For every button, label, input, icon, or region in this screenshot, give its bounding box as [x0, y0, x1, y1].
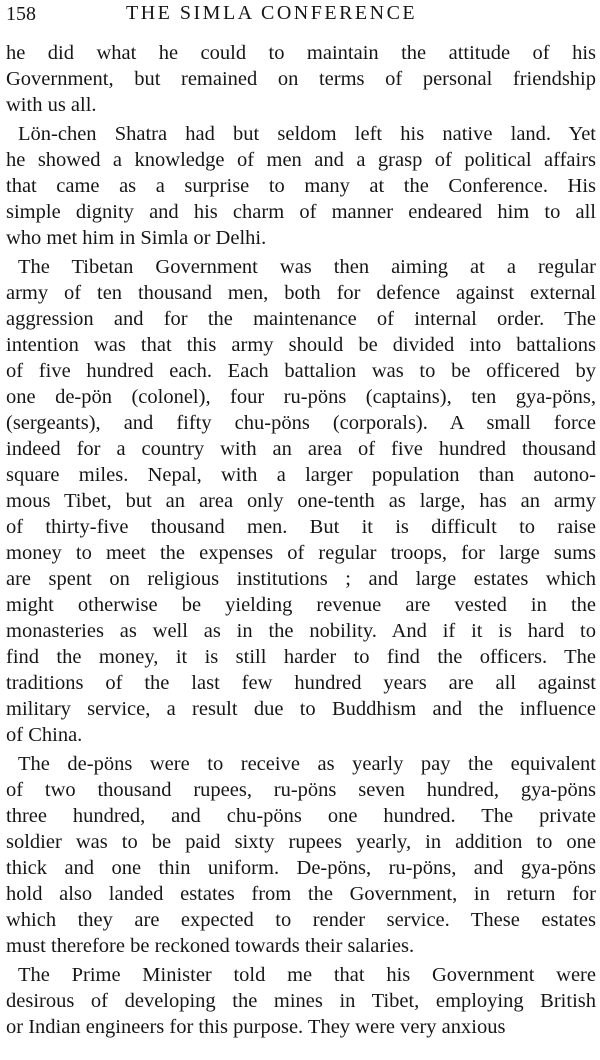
- text-line: are spent on religious institutions ; and large estates which: [6, 568, 596, 590]
- text-line: which they are expected to render service. These estates: [6, 909, 596, 931]
- text-line: soldier was to be paid sixty rupees yearly, in addition to one: [6, 831, 596, 853]
- text-line: aggression and for the maintenance of internal order. The: [6, 308, 596, 330]
- paragraph: [6, 751, 596, 959]
- text-line: Government, but remained on terms of personal friendship: [6, 68, 596, 90]
- text-line: might otherwise be yielding revenue are vested in the: [6, 594, 596, 616]
- text-line: of thirty-five thousand men. But it is difficult to raise: [6, 516, 596, 538]
- text-line: money to meet the expenses of regular troops, for large sums: [6, 542, 596, 564]
- text-line: he did what he could to maintain the attitude of his: [6, 42, 596, 64]
- text-line: of five hundred each. Each battalion was to be officered by: [6, 360, 596, 382]
- text-line: The Tibetan Government was then aiming at a regular: [18, 256, 596, 278]
- paragraph: [6, 40, 596, 118]
- text-line: army of ten thousand men, both for defence against external: [6, 282, 596, 304]
- text-line: he showed a knowledge of men and a grasp of political affairs: [6, 149, 596, 171]
- text-line: square miles. Nepal, with a larger population than autono-: [6, 464, 596, 486]
- page-number: 158: [6, 3, 36, 25]
- text-line: find the money, it is still harder to find the officers. The: [6, 646, 596, 668]
- text-line: (sergeants), and fifty chu-pöns (corporals). A small force: [6, 412, 596, 434]
- text-line: three hundred, and chu-pöns one hundred. The private: [6, 805, 596, 827]
- text-line: simple dignity and his charm of manner endeared him to all: [6, 201, 596, 223]
- text-line: The de-pöns were to receive as yearly pay the equivalent: [18, 753, 596, 775]
- text-line: of China.: [6, 724, 83, 746]
- paragraph: [6, 254, 596, 748]
- text-line: military service, a result due to Buddhism and the influence: [6, 698, 596, 720]
- text-line: hold also landed estates from the Government, in return for: [6, 883, 596, 905]
- text-line: that came as a surprise to many at the Conference. His: [6, 175, 596, 197]
- page-header: [6, 0, 596, 30]
- text-line: traditions of the last few hundred years are all against: [6, 672, 596, 694]
- text-line: who met him in Simla or Delhi.: [6, 227, 267, 249]
- text-line: or Indian engineers for this purpose. They were very anxious: [6, 1016, 506, 1038]
- text-line: intention was that this army should be divided into battalions: [6, 334, 596, 356]
- text-line: The Prime Minister told me that his Government were: [18, 964, 596, 986]
- text-line: one de-pön (colonel), four ru-pöns (captains), ten gya-pöns,: [6, 386, 596, 408]
- text-line: Lön-chen Shatra had but seldom left his native land. Yet: [18, 123, 596, 145]
- running-head: THE SIMLA CONFERENCE: [126, 2, 418, 24]
- paragraph: [6, 121, 596, 251]
- body-text: [6, 40, 596, 1040]
- text-line: must therefore be reckoned towards their salaries.: [6, 935, 415, 957]
- text-line: of two thousand rupees, ru-pöns seven hundred, gya-pöns: [6, 779, 596, 801]
- paragraph: [6, 962, 596, 1040]
- text-line: indeed for a country with an area of five hundred thousand: [6, 438, 596, 460]
- text-line: with us all.: [6, 94, 97, 116]
- text-line: monasteries as well as in the nobility. And if it is hard to: [6, 620, 596, 642]
- text-line: thick and one thin uniform. De-pöns, ru-pöns, and gya-pöns: [6, 857, 596, 879]
- text-line: desirous of developing the mines in Tibet, employing British: [6, 990, 596, 1012]
- text-line: mous Tibet, but an area only one-tenth as large, has an army: [6, 490, 596, 512]
